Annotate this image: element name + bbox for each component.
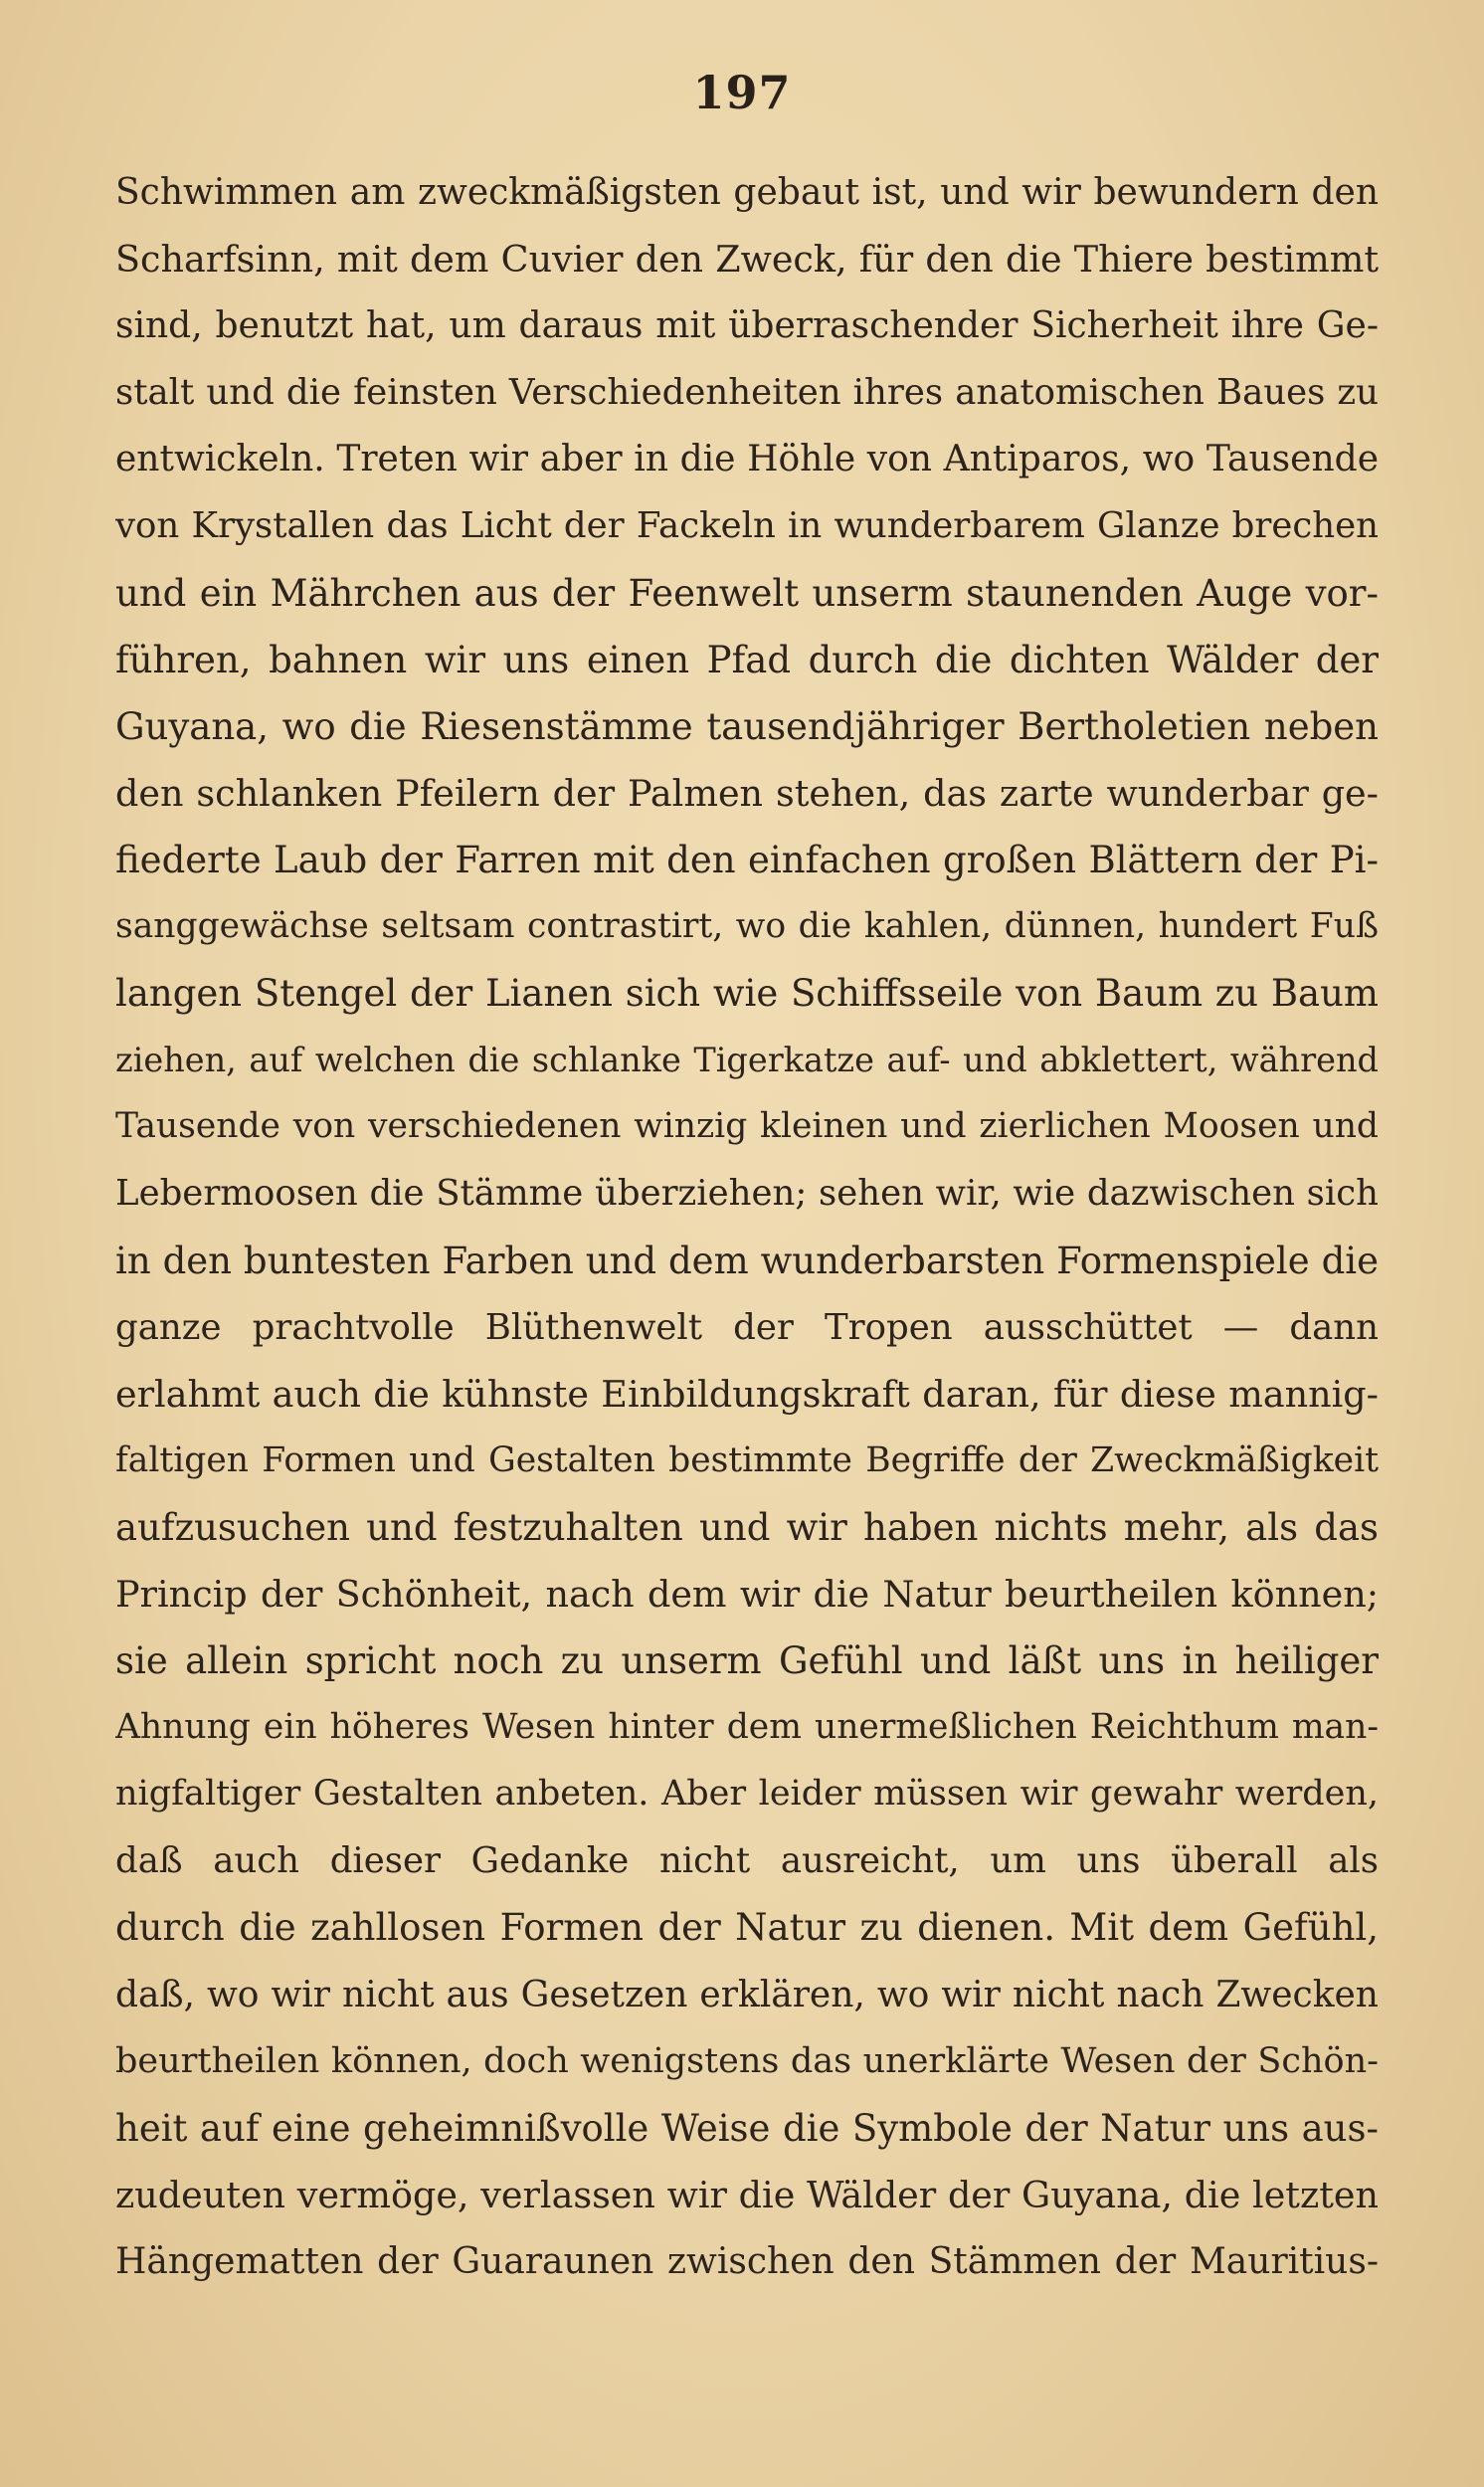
text-line: den schlanken Pfeilern der Palmen stehen, das zarte wunderbar ge-: [115, 771, 1379, 815]
text-line: Scharfsinn, mit dem Cuvier den Zweck, für den die Thiere bestimmt: [115, 238, 1379, 282]
text-line: heit auf eine geheimnißvolle Weise die Symbole der Natur uns aus-: [115, 2106, 1379, 2150]
text-line: stalt und die feinsten Verschiedenheiten ihres anatomischen Baues zu: [115, 372, 1379, 414]
text-line: entwickeln. Treten wir aber in die Höhle von Antiparos, wo Tausende: [115, 439, 1379, 480]
text-line: Tausende von verschiedenen winzig kleinen und zierlichen Moosen und: [115, 1106, 1379, 1147]
text-line: Schwimmen am zweckmäßigsten gebaut ist, und wir bewundern den: [115, 172, 1379, 213]
text-line: und ein Mährchen aus der Feenwelt unserm staunenden Auge vor-: [115, 571, 1379, 615]
text-line: daß auch dieser Gedanke nicht ausreicht, um uns überall als: [115, 1840, 1379, 1882]
text-line: fiederte Laub der Farren mit den einfachen großen Blättern der Pi-: [115, 838, 1379, 881]
text-line: beurtheilen können, doch wenigstens das unerklärte Wesen der Schön-: [115, 2040, 1379, 2081]
text-line: sind, benutzt hat, um daraus mit überraschender Sicherheit ihre Ge-: [115, 305, 1379, 347]
body-text: [115, 159, 1379, 2295]
page-number: 197: [692, 66, 792, 119]
text-line: Guyana, wo die Riesenstämme tausendjähriger Bertholetien neben: [115, 704, 1379, 748]
text-line: sie allein spricht noch zu unserm Gefühl und läßt uns in heiliger: [115, 1639, 1379, 1683]
text-line: in den buntesten Farben und dem wunderbarsten Formenspiele die: [115, 1239, 1379, 1282]
text-line: durch die zahllosen Formen der Natur zu dienen. Mit dem Gefühl,: [115, 1906, 1379, 1950]
text-line: zudeuten vermöge, verlassen wir die Wälder der Guyana, die letzten: [115, 2173, 1379, 2216]
text-line: aufzusuchen und festzuhalten und wir haben nichts mehr, als das: [115, 1505, 1379, 1549]
text-line: von Krystallen das Licht der Fackeln in wunderbarem Glanze brechen: [115, 505, 1379, 547]
text-line: Ahnung ein höheres Wesen hinter dem unermeßlichen Reichthum man-: [115, 1707, 1379, 1748]
text-line: Lebermoosen die Stämme überziehen; sehen wir, wie dazwischen sich: [115, 1173, 1379, 1215]
text-line: faltigen Formen und Gestalten bestimmte Begriffe der Zweckmäßigkeit: [115, 1439, 1379, 1480]
text-line: erlahmt auch die kühnste Einbildungskraft daran, für diese mannig-: [115, 1372, 1379, 1416]
text-line: sanggewächse seltsam contrastirt, wo die kahlen, dünnen, hundert Fuß: [115, 906, 1379, 947]
text-line: ziehen, auf welchen die schlanke Tigerkatze auf- und abklettert, während: [115, 1041, 1379, 1080]
text-line: nigfaltiger Gestalten anbeten. Aber leider müssen wir gewahr werden,: [115, 1774, 1379, 1815]
text-line: ganze prachtvolle Blüthenwelt der Tropen ausschüttet — dann: [115, 1306, 1379, 1348]
text-line: Hängematten der Guaraunen zwischen den Stämmen der Mauritius-: [115, 2240, 1379, 2282]
text-line: Princip der Schönheit, nach dem wir die Natur beurtheilen können;: [115, 1572, 1379, 1616]
text-line: daß, wo wir nicht aus Gesetzen erklären, wo wir nicht nach Zwecken: [115, 1974, 1379, 2015]
text-line: langen Stengel der Lianen sich wie Schiffsseile von Baum zu Baum: [115, 972, 1379, 1016]
text-line: führen, bahnen wir uns einen Pfad durch die dichten Wälder der: [115, 638, 1379, 681]
